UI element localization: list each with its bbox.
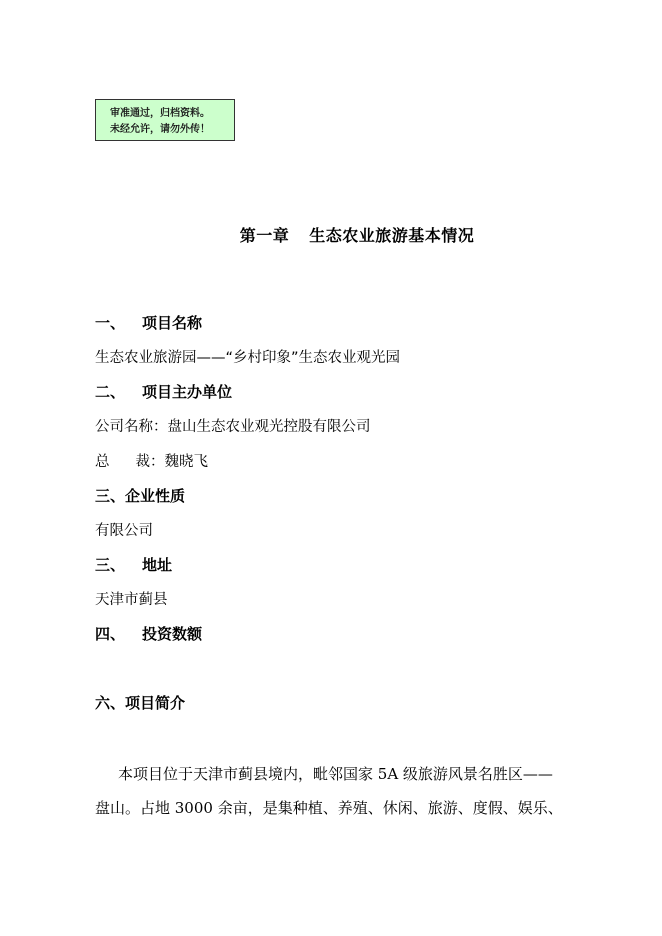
president-label-a: 总: [95, 454, 110, 470]
section-heading-project-name: [95, 312, 202, 333]
section-heading-project-intro: [95, 692, 185, 713]
approval-stamp: [95, 99, 235, 141]
chapter-number: 第一章: [239, 226, 290, 245]
section-title: 项目名称: [142, 314, 203, 332]
address-text: 天津市蓟县: [95, 592, 168, 608]
section-number: 一、: [95, 314, 126, 332]
company-name-label: 公司名称：: [95, 419, 168, 435]
section-heading-enterprise-nature: [95, 485, 185, 506]
section-number: 四、: [95, 625, 126, 643]
section-number: 六、: [95, 694, 126, 712]
section-title: 地址: [142, 556, 173, 574]
chapter-title: [0, 223, 662, 246]
section-title: 项目主办单位: [142, 383, 233, 401]
stamp-line-2: 未经允许，请勿外传！: [110, 124, 210, 135]
enterprise-nature-text: 有限公司: [95, 523, 153, 539]
president-value: 魏晓飞: [164, 454, 208, 470]
chapter-name: 生态农业旅游基本情况: [309, 226, 475, 245]
project-name-text: 生态农业旅游园——“乡村印象”生态农业观光园: [95, 350, 401, 366]
president-line: [95, 450, 208, 471]
section-number: 三、: [95, 487, 126, 505]
section-heading-investment: [95, 623, 202, 644]
section-title: 项目简介: [125, 694, 186, 712]
section-number: 二、: [95, 383, 126, 401]
section-title: 投资数额: [142, 625, 203, 643]
section-number: 三、: [95, 556, 126, 574]
intro-paragraph-line-1: 本项目位于天津市蓟县境内，毗邻国家 5A 级旅游风景名胜区——: [118, 765, 553, 783]
company-name-value: 盘山生态农业观光控股有限公司: [167, 419, 371, 435]
section-title: 企业性质: [125, 487, 186, 505]
section-heading-address: [95, 554, 172, 575]
company-name-line: [95, 415, 371, 436]
stamp-line-1: 审准通过，归档资料。: [110, 108, 210, 119]
president-label-b: 裁：: [135, 454, 165, 470]
intro-paragraph-line-2: 盘山。占地 3000 余亩，是集种植、养殖、休闲、旅游、度假、娱乐、: [95, 799, 563, 817]
section-heading-organizer: [95, 381, 232, 402]
